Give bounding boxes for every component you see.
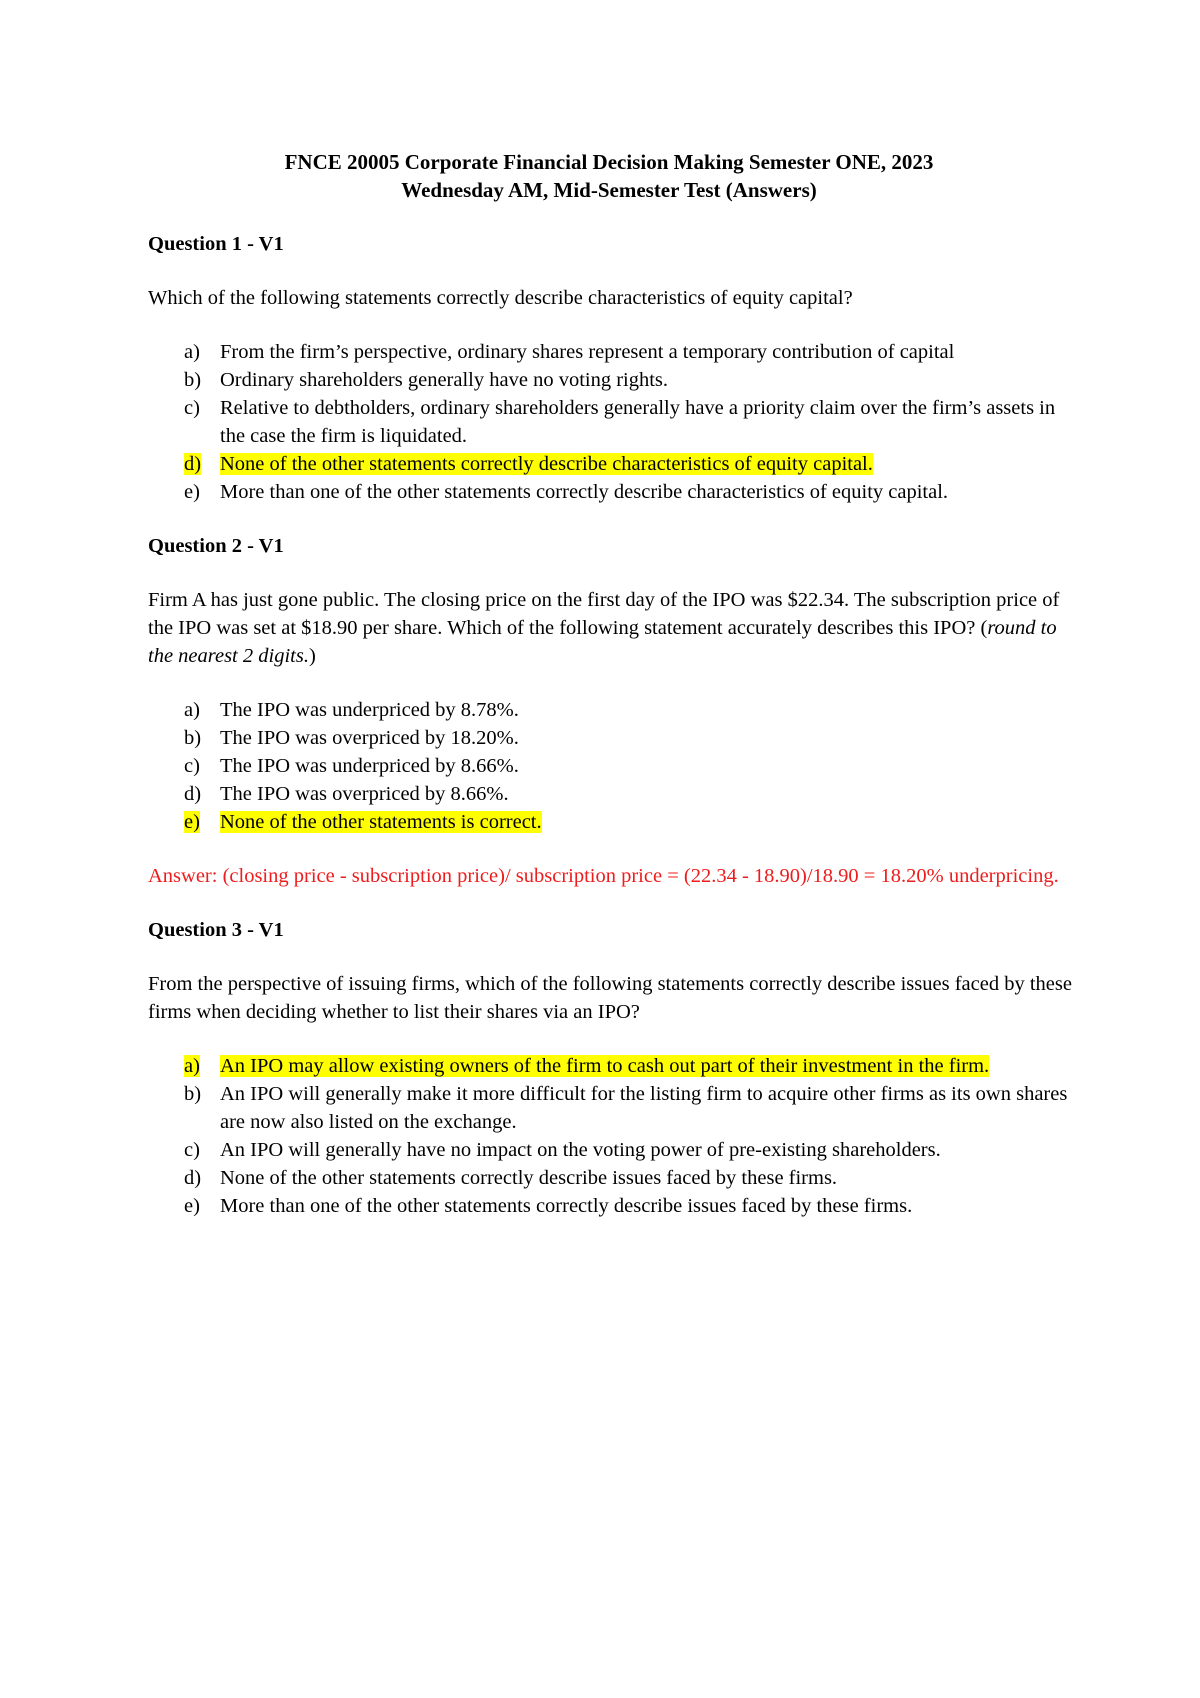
option-a — [184, 696, 1080, 724]
option-text-highlighted: None of the other statements correctly describe characteristics of equity capital. — [220, 453, 873, 475]
option-list — [148, 1052, 1080, 1220]
option-b — [184, 366, 1080, 394]
option-text: None of the other statements correctly describe issues faced by these firms. — [220, 1167, 838, 1189]
option-e — [184, 478, 1080, 506]
option-c — [184, 1136, 1080, 1164]
option-letter: d) — [184, 453, 202, 475]
answer-explanation: Answer: (closing price - subscription price)/ subscription price = (22.34 - 18.90)/18.90 = 18.20% underpricing. — [148, 865, 1059, 887]
option-letter: e) — [184, 811, 200, 833]
question-text — [148, 586, 1080, 670]
option-letter: c) — [184, 755, 200, 777]
option-letter: c) — [184, 397, 200, 419]
question-text-italic: round to the nearest 2 digits. — [148, 617, 1057, 667]
question-text: Which of the following statements correctly describe characteristics of equity capital? — [148, 287, 853, 309]
option-letter: a) — [184, 341, 200, 363]
option-letter: c) — [184, 1139, 200, 1161]
option-d — [184, 1164, 1080, 1192]
option-text: The IPO was underpriced by 8.78%. — [220, 699, 519, 721]
option-text: More than one of the other statements correctly describe issues faced by these firms. — [220, 1195, 913, 1217]
option-e-correct — [184, 808, 1080, 836]
question-heading: Question 1 - V1 — [148, 233, 284, 255]
option-e — [184, 1192, 1080, 1220]
option-letter: b) — [184, 727, 202, 749]
option-letter: b) — [184, 1083, 202, 1105]
option-c — [184, 752, 1080, 780]
option-text: An IPO will generally make it more difficult for the listing firm to acquire other firms as its own shares are now also listed on the exchange. — [220, 1083, 1068, 1133]
question-3 — [148, 916, 1080, 1220]
option-text: Relative to debtholders, ordinary shareholders generally have a priority claim over the firm’s assets in the case the firm is liquidated. — [220, 397, 1056, 447]
option-c — [184, 394, 1080, 450]
option-a-correct — [184, 1052, 1080, 1080]
question-heading: Question 2 - V1 — [148, 535, 284, 557]
question-text-main: Firm A has just gone public. The closing price on the first day of the IPO was $22.34. The subscription price of the IPO was set at $18.90 per share. Which of the following statement accurately describes this IPO? ( — [148, 589, 1060, 639]
option-text: Ordinary shareholders generally have no voting rights. — [220, 369, 669, 391]
option-letter: e) — [184, 1195, 200, 1217]
option-letter: a) — [184, 699, 200, 721]
question-1 — [148, 230, 1080, 506]
option-text: From the firm’s perspective, ordinary shares represent a temporary contribution of capital — [220, 341, 955, 363]
document-title — [148, 148, 1070, 204]
option-text-highlighted: None of the other statements is correct. — [220, 811, 542, 833]
option-b — [184, 1080, 1080, 1136]
option-text-highlighted: An IPO may allow existing owners of the firm to cash out part of their investment in the firm. — [220, 1055, 990, 1077]
title-line-2: Wednesday AM, Mid-Semester Test (Answers) — [401, 178, 817, 202]
option-letter: d) — [184, 783, 202, 805]
option-text: An IPO will generally have no impact on the voting power of pre-existing shareholders. — [220, 1139, 941, 1161]
option-d-correct — [184, 450, 1080, 478]
option-text: The IPO was overpriced by 8.66%. — [220, 783, 509, 805]
option-letter: b) — [184, 369, 202, 391]
option-d — [184, 780, 1080, 808]
question-text: From the perspective of issuing firms, which of the following statements correctly describe issues faced by these firms when deciding whether to list their shares via an IPO? — [148, 973, 1072, 1023]
option-list — [148, 338, 1080, 506]
question-text-end: ) — [308, 645, 316, 667]
question-2 — [148, 532, 1080, 890]
option-list — [148, 696, 1080, 836]
title-line-1: FNCE 20005 Corporate Financial Decision Making Semester ONE, 2023 — [284, 150, 934, 174]
option-letter: e) — [184, 481, 200, 503]
option-letter: d) — [184, 1167, 202, 1189]
option-text: The IPO was overpriced by 18.20%. — [220, 727, 519, 749]
question-heading: Question 3 - V1 — [148, 919, 284, 941]
option-b — [184, 724, 1080, 752]
option-letter: a) — [184, 1055, 200, 1077]
option-text: The IPO was underpriced by 8.66%. — [220, 755, 519, 777]
option-text: More than one of the other statements correctly describe characteristics of equity capital. — [220, 481, 949, 503]
option-a — [184, 338, 1080, 366]
